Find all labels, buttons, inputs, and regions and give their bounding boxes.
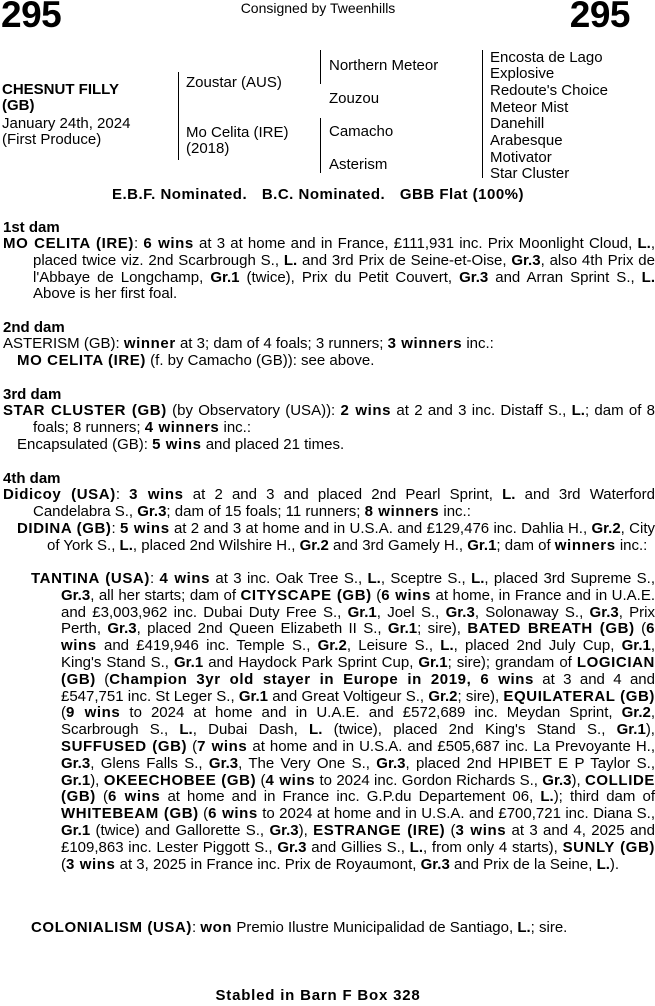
tantina-text: TANTINA (USA): 4 wins at 3 inc. Oak Tree S., L., Sceptre S., L., placed 3rd Supreme S., Gr.3, all her starts; dam of CITYSCAPE (GB) (6 wins at home, in France and in U.A.E. and £3,003,962 inc. Dubai Duty Free S., Gr.1, Joel S., Gr.3, Solonaway S., Gr.3, Prix Perth, Gr.3, placed 2nd Queen Elizabeth II S., Gr.1; sire), BATED BREATH (GB) (6 wins and £419,946 inc. Temple S., Gr.2, Leisure S., L., placed 2nd July Cup, Gr.1, King's Stand S., Gr.1 and Haydock Park Sprint Cup, Gr.1; sire); grandam of LOGICIAN (GB) (Champion 3yr old stayer in Europe in 2019, 6 wins at 3 and 4 and £547,751 inc. St Leger S., Gr.1 and Great Voltigeur S., Gr.2; sire), EQUILATERAL (GB) (9 wins to 2024 at home and in U.A.E. and £572,689 inc. Meydan Sprint, Gr.2, Scarbrough S., L., Dubai Dash, L. (twice), placed 2nd King's Stand S., Gr.1), SUFFUSED (GB) (7 wins at home and in U.S.A. and £505,687 inc. La Prevoyante H., Gr.3, Glens Falls S., Gr.3, The Very One S., Gr.3, placed 2nd HPIBET E P Taylor S., Gr.1), OKEECHOBEE (GB) (4 wins to 2024 inc. Gordon Richards S., Gr.3), COLLIDE (GB) (6 wins at home and in France inc. G.P.du Departement 06, L.); third dam of WHITEBEAM (GB) (6 wins to 2024 at home and in U.S.A. and £700,721 inc. Diana S., Gr.1 (twice) and Gallorette S., Gr.3), ESTRANGE (IRE) (3 wins at 3 and 4, 2025 and £109,863 inc. Lester Piggott S., Gr.3 and Gillies S., L., from only 4 starts), SUNLY (GB) (3 wins at 3, 2025 in France inc. Prix de Royaumont, Gr.3 and Prix de la Seine, L.).	[31, 570, 655, 873]
pedigree-dam-sire: Camacho	[329, 123, 394, 140]
pedigree-dam-year: (2018)	[186, 140, 230, 157]
second-dam-produce: MO CELITA (IRE) (f. by Camacho (GB)): see above.	[17, 352, 375, 369]
nomination-bc: B.C. Nominated.	[261, 186, 386, 203]
pedigree-gen4-6: Arabesque	[490, 132, 563, 149]
first-dam-text: MO CELITA (IRE): 6 wins at 3 at home and in France, £111,931 inc. Prix Moonlight Cloud, L., placed twice viz. 2nd Scarbrough S., L. and 3rd Prix de Seine-et-Oise, Gr.3, also 4th Prix de l'Abbaye de Longchamp, Gr.1 (twice), Prix du Petit Couvert, Gr.3 and Arran Sprint S., L. Above is her first foal.	[3, 235, 655, 303]
fourth-dam-text: Didicoy (USA): 3 wins at 2 and 3 and placed 2nd Pearl Sprint, L. and 3rd Waterford Candelabra S., Gr.3; dam of 15 foals; 11 runners; 8 winners inc.:	[3, 486, 655, 520]
horse-country: (GB)	[2, 97, 35, 114]
pedigree-sire-dam: Zouzou	[329, 90, 380, 107]
pedigree-sire: Zoustar (AUS)	[186, 74, 282, 91]
section-fourth-dam: 4th dam	[3, 470, 61, 487]
nominations	[0, 186, 636, 203]
consignor: Consigned by Tweenhills	[240, 0, 396, 16]
foaling-date: January 24th, 2024	[2, 115, 131, 132]
pedigree-gen4-4: Meteor Mist	[490, 99, 569, 116]
stabling-footer: Stabled in Barn F Box 328	[215, 987, 421, 1004]
pedigree-dam: Mo Celita (IRE)	[186, 124, 289, 141]
colonialism-text: COLONIALISM (USA): won Premio Ilustre Municipalidad de Santiago, L.; sire.	[31, 919, 568, 936]
lot-number-left: 295	[1, 0, 62, 35]
pedigree-divider-2b	[320, 118, 321, 173]
pedigree-divider-1	[178, 72, 179, 160]
produce-note: (First Produce)	[2, 131, 102, 148]
pedigree-dam-dam: Asterism	[329, 156, 388, 173]
pedigree-gen4-2: Explosive	[490, 65, 555, 82]
pedigree-gen4-5: Danehill	[490, 115, 545, 132]
third-dam-text: STAR CLUSTER (GB) (by Observatory (USA)): 2 wins at 2 and 3 inc. Distaff S., L.; dam of 8 foals; 8 runners; 4 winners inc.:	[3, 402, 655, 436]
nomination-ebf: E.B.F. Nominated.	[111, 186, 248, 203]
pedigree-divider-3	[482, 50, 483, 178]
lot-number-right: 295	[569, 0, 630, 35]
pedigree-gen4-8: Star Cluster	[490, 165, 570, 182]
didina-text: DIDINA (GB): 5 wins at 2 and 3 at home and in U.S.A. and £129,476 inc. Dahlia H., Gr.2, City of York S., L., placed 2nd Wilshire H., Gr.2 and 3rd Gamely H., Gr.1; dam of winners inc.:	[17, 520, 655, 554]
third-dam-produce: Encapsulated (GB): 5 wins and placed 21 times.	[17, 436, 345, 453]
pedigree-gen4-3: Redoute's Choice	[490, 82, 608, 99]
second-dam-text: ASTERISM (GB): winner at 3; dam of 4 foals; 3 runners; 3 winners inc.:	[3, 335, 494, 352]
nomination-gbb: GBB Flat (100%)	[399, 186, 525, 203]
pedigree-divider-2a	[320, 50, 321, 84]
section-second-dam: 2nd dam	[3, 319, 65, 336]
pedigree-gen4-7: Motivator	[490, 149, 552, 166]
pedigree-gen4-1: Encosta de Lago	[490, 49, 603, 66]
section-third-dam: 3rd dam	[3, 386, 62, 403]
horse-description: CHESNUT FILLY	[2, 81, 119, 98]
section-first-dam: 1st dam	[3, 219, 60, 236]
pedigree-sire-sire: Northern Meteor	[329, 57, 439, 74]
